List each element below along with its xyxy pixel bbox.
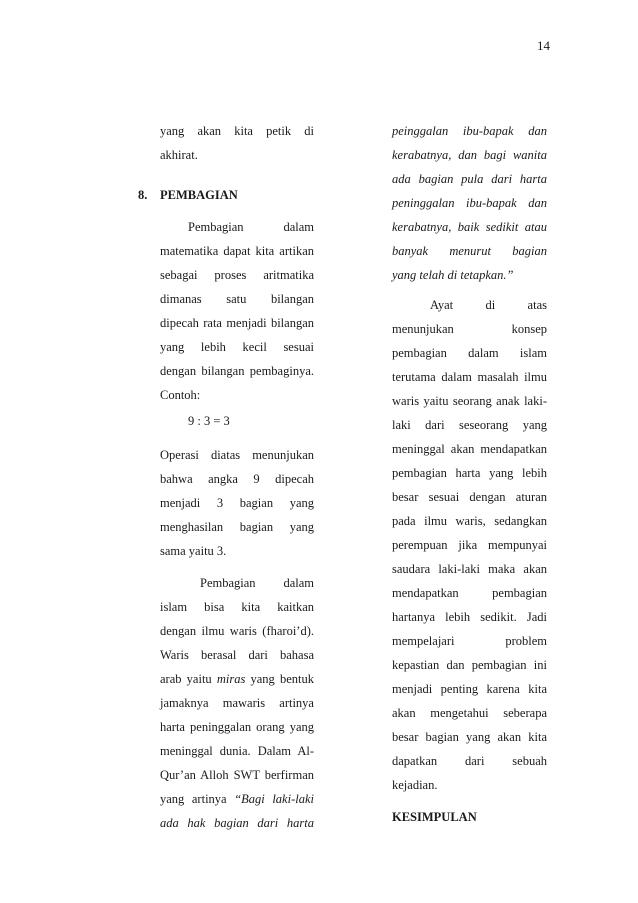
text-line: Operasi diatas menunjukan (160, 448, 314, 462)
text-line: yang lebih kecil sesuai (160, 340, 314, 354)
text-line: Waris berasal dari bahasa (160, 648, 314, 662)
text-line: menghasilan bagian yang (160, 520, 314, 534)
text-line: pembagian dalam islam (392, 346, 547, 360)
text-line: yang akan kita petik di (160, 124, 314, 138)
paragraph-first-line: Pembagian dalam (188, 220, 314, 234)
text-line: Contoh: (160, 388, 201, 402)
text-line: menjadi 3 bagian yang (160, 496, 314, 510)
quote-line: kerabatnya, baik sedikit atau (392, 220, 547, 234)
text-line: mendapatkan pembagian (392, 586, 547, 600)
quote-line: banyak menurut bagian (392, 244, 547, 258)
quote-line: ada hak bagian dari harta (160, 816, 314, 830)
quote-line: kerabatnya, dan bagi wanita (392, 148, 547, 162)
text-line: jamaknya mawaris artinya (160, 696, 314, 710)
text-line: hartanya lebih sedikit. Jadi (392, 610, 547, 624)
paragraph-first-line: Pembagian dalam (200, 576, 314, 590)
text-line (160, 670, 314, 688)
text-line: besar bagian yang akan kita (392, 730, 547, 744)
text-line: dimanas satu bilangan (160, 292, 314, 306)
text-fragment: yang artinya (160, 792, 235, 806)
text-line: terutama dalam masalah ilmu (392, 370, 547, 384)
text-line: kejadian. (392, 778, 438, 792)
text-line: pada ilmu waris, sedangkan (392, 514, 547, 528)
paragraph-first-line: Ayat di atas (430, 298, 547, 312)
page-number: 14 (537, 38, 550, 53)
text-line: meninggal dunia. Dalam Al- (160, 744, 314, 758)
text-line: meninggal akan mendapatkan (392, 442, 547, 456)
section-number: 8. (138, 188, 148, 202)
italic-term: miras (216, 672, 246, 686)
quote-line: ada bagian pula dari harta (392, 172, 547, 186)
text-line: pembagian harta yang lebih (392, 466, 547, 480)
text-line: mempelajari problem (392, 634, 547, 648)
text-line: dapatkan dari sebuah (392, 754, 547, 768)
text-line: islam bisa kita kaitkan (160, 600, 314, 614)
text-line: sama yaitu 3. (160, 544, 227, 558)
text-line: saudara laki-laki maka akan (392, 562, 547, 576)
text-line: dengan bilangan pembaginya. (160, 364, 314, 378)
text-line: dengan ilmu waris (fharoi’d). (160, 624, 314, 638)
text-line: akhirat. (160, 148, 198, 162)
text-line: harta peninggalan orang yang (160, 720, 314, 734)
text-fragment: yang bentuk (245, 672, 314, 686)
text-line: matematika dapat kita artikan (160, 244, 314, 258)
text-line: menjadi penting karena kita (392, 682, 547, 696)
text-line: akan mengetahui seberapa (392, 706, 547, 720)
text-line (160, 790, 314, 808)
section-title: PEMBAGIAN (160, 188, 238, 202)
text-line: bahwa angka 9 dipecah (160, 472, 314, 486)
quote-line: yang telah di tetapkan.” (392, 268, 514, 282)
text-line: menunjukan konsep (392, 322, 547, 336)
text-line: kepastian dan pembagian ini (392, 658, 547, 672)
quote-line: peinggalan ibu-bapak dan (392, 124, 547, 138)
text-line: dipecah rata menjadi bilangan (160, 316, 314, 330)
quote-fragment: “Bagi laki-laki (234, 792, 314, 806)
section-title-kesimpulan: KESIMPULAN (392, 810, 477, 824)
text-line: sebagai proses aritmatika (160, 268, 314, 282)
text-fragment: arab yaitu (160, 672, 217, 686)
text-line: perempuan jika mempunyai (392, 538, 547, 552)
text-line: besar sesuai dengan aturan (392, 490, 547, 504)
quote-line: peninggalan ibu-bapak dan (392, 196, 547, 210)
text-line: waris yaitu seorang anak laki- (392, 394, 547, 408)
text-line: Qur’an Alloh SWT berfirman (160, 768, 314, 782)
math-example: 9 : 3 = 3 (188, 414, 230, 428)
text-line: laki dari seseorang yang (392, 418, 547, 432)
